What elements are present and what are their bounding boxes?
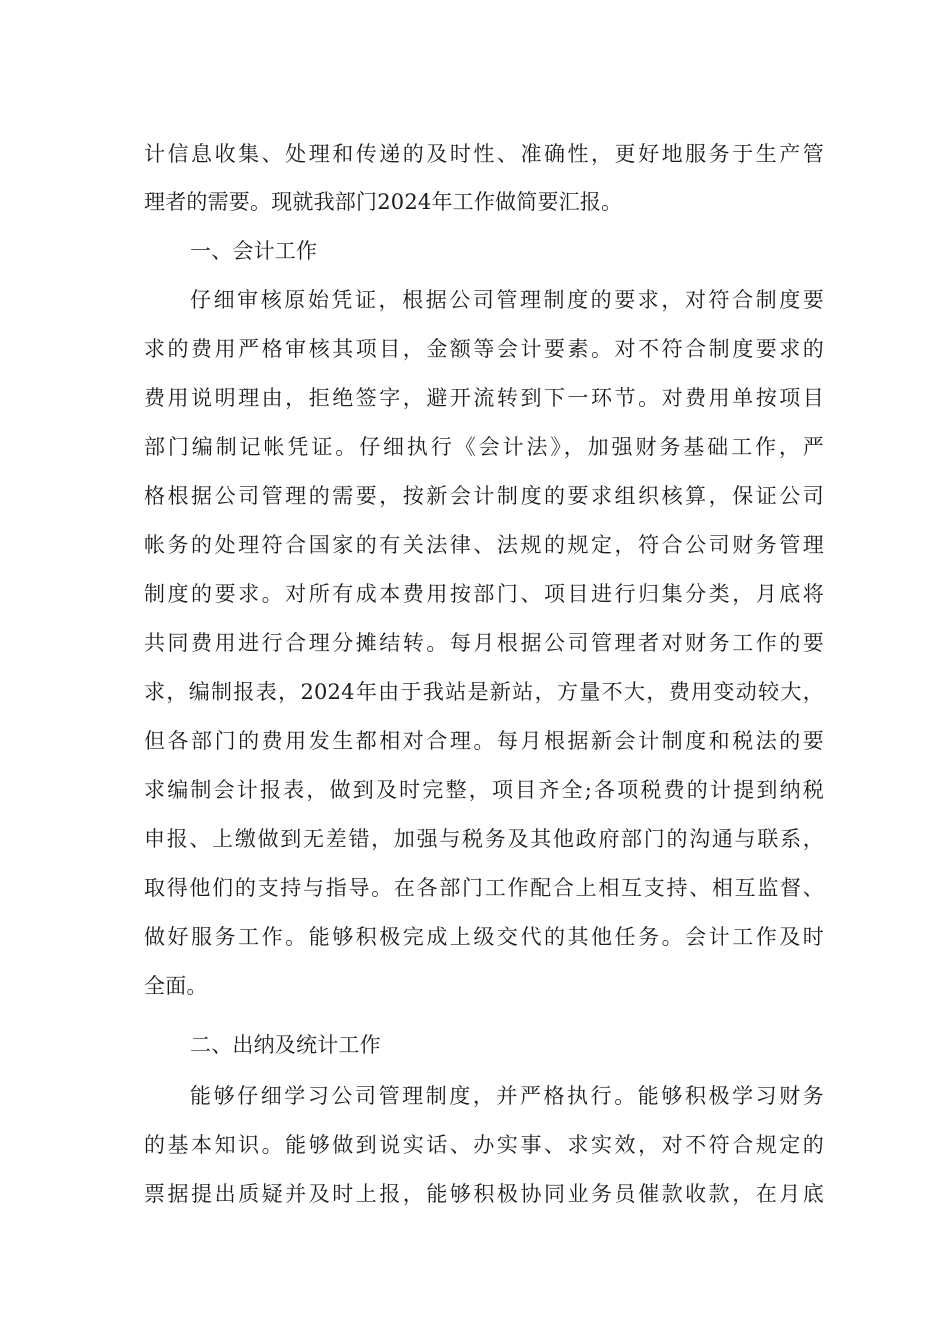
body-text-line: 的基本知识。能够做到说实话、办实事、求实效，对不符合规定的 <box>144 1133 824 1157</box>
body-text-line: 全面。 <box>144 974 208 998</box>
body-text-line: 求编制会计报表，做到及时完整，项目齐全;各项税费的计提到纳税 <box>144 778 824 802</box>
body-text-line: 求的费用严格审核其项目，金额等会计要素。对不符合制度要求的 <box>144 337 824 361</box>
body-text-line: 做好服务工作。能够积极完成上级交代的其他任务。会计工作及时 <box>144 925 824 949</box>
body-text-line: 计信息收集、处理和传递的及时性、准确性，更好地服务于生产管 <box>144 142 824 166</box>
body-text-line: 帐务的处理符合国家的有关法律、法规的规定，符合公司财务管理 <box>144 533 824 557</box>
body-text-line: 能够仔细学习公司管理制度，并严格执行。能够积极学习财务 <box>190 1084 824 1108</box>
body-text-line: 制度的要求。对所有成本费用按部门、项目进行归集分类，月底将 <box>144 582 824 606</box>
body-text-line: 取得他们的支持与指导。在各部门工作配合上相互支持、相互监督、 <box>144 876 824 900</box>
body-text-line: 部门编制记帐凭证。仔细执行《会计法》，加强财务基础工作，严 <box>144 435 824 459</box>
body-text-line: 但各部门的费用发生都相对合理。每月根据新会计制度和税法的要 <box>144 729 824 753</box>
body-text-line: 仔细审核原始凭证，根据公司管理制度的要求，对符合制度要 <box>190 288 824 312</box>
body-text-line: 费用说明理由，拒绝签字，避开流转到下一环节。对费用单按项目 <box>144 386 824 410</box>
body-text-line: 申报、上缴做到无差错，加强与税务及其他政府部门的沟通与联系， <box>144 827 824 851</box>
body-text-line: 票据提出质疑并及时上报，能够积极协同业务员催款收款，在月底 <box>144 1182 824 1206</box>
body-text-line: 格根据公司管理的需要，按新会计制度的要求组织核算，保证公司 <box>144 484 824 508</box>
body-text-line: 共同费用进行合理分摊结转。每月根据公司管理者对财务工作的要 <box>144 631 824 655</box>
body-text-line: 理者的需要。现就我部门2024年工作做简要汇报。 <box>144 190 623 214</box>
body-text-line: 求，编制报表，2024年由于我站是新站，方量不大，费用变动较大， <box>144 680 824 704</box>
section-heading-accounting: 一、会计工作 <box>190 239 318 263</box>
section-heading-cashier: 二、出纳及统计工作 <box>190 1033 381 1057</box>
